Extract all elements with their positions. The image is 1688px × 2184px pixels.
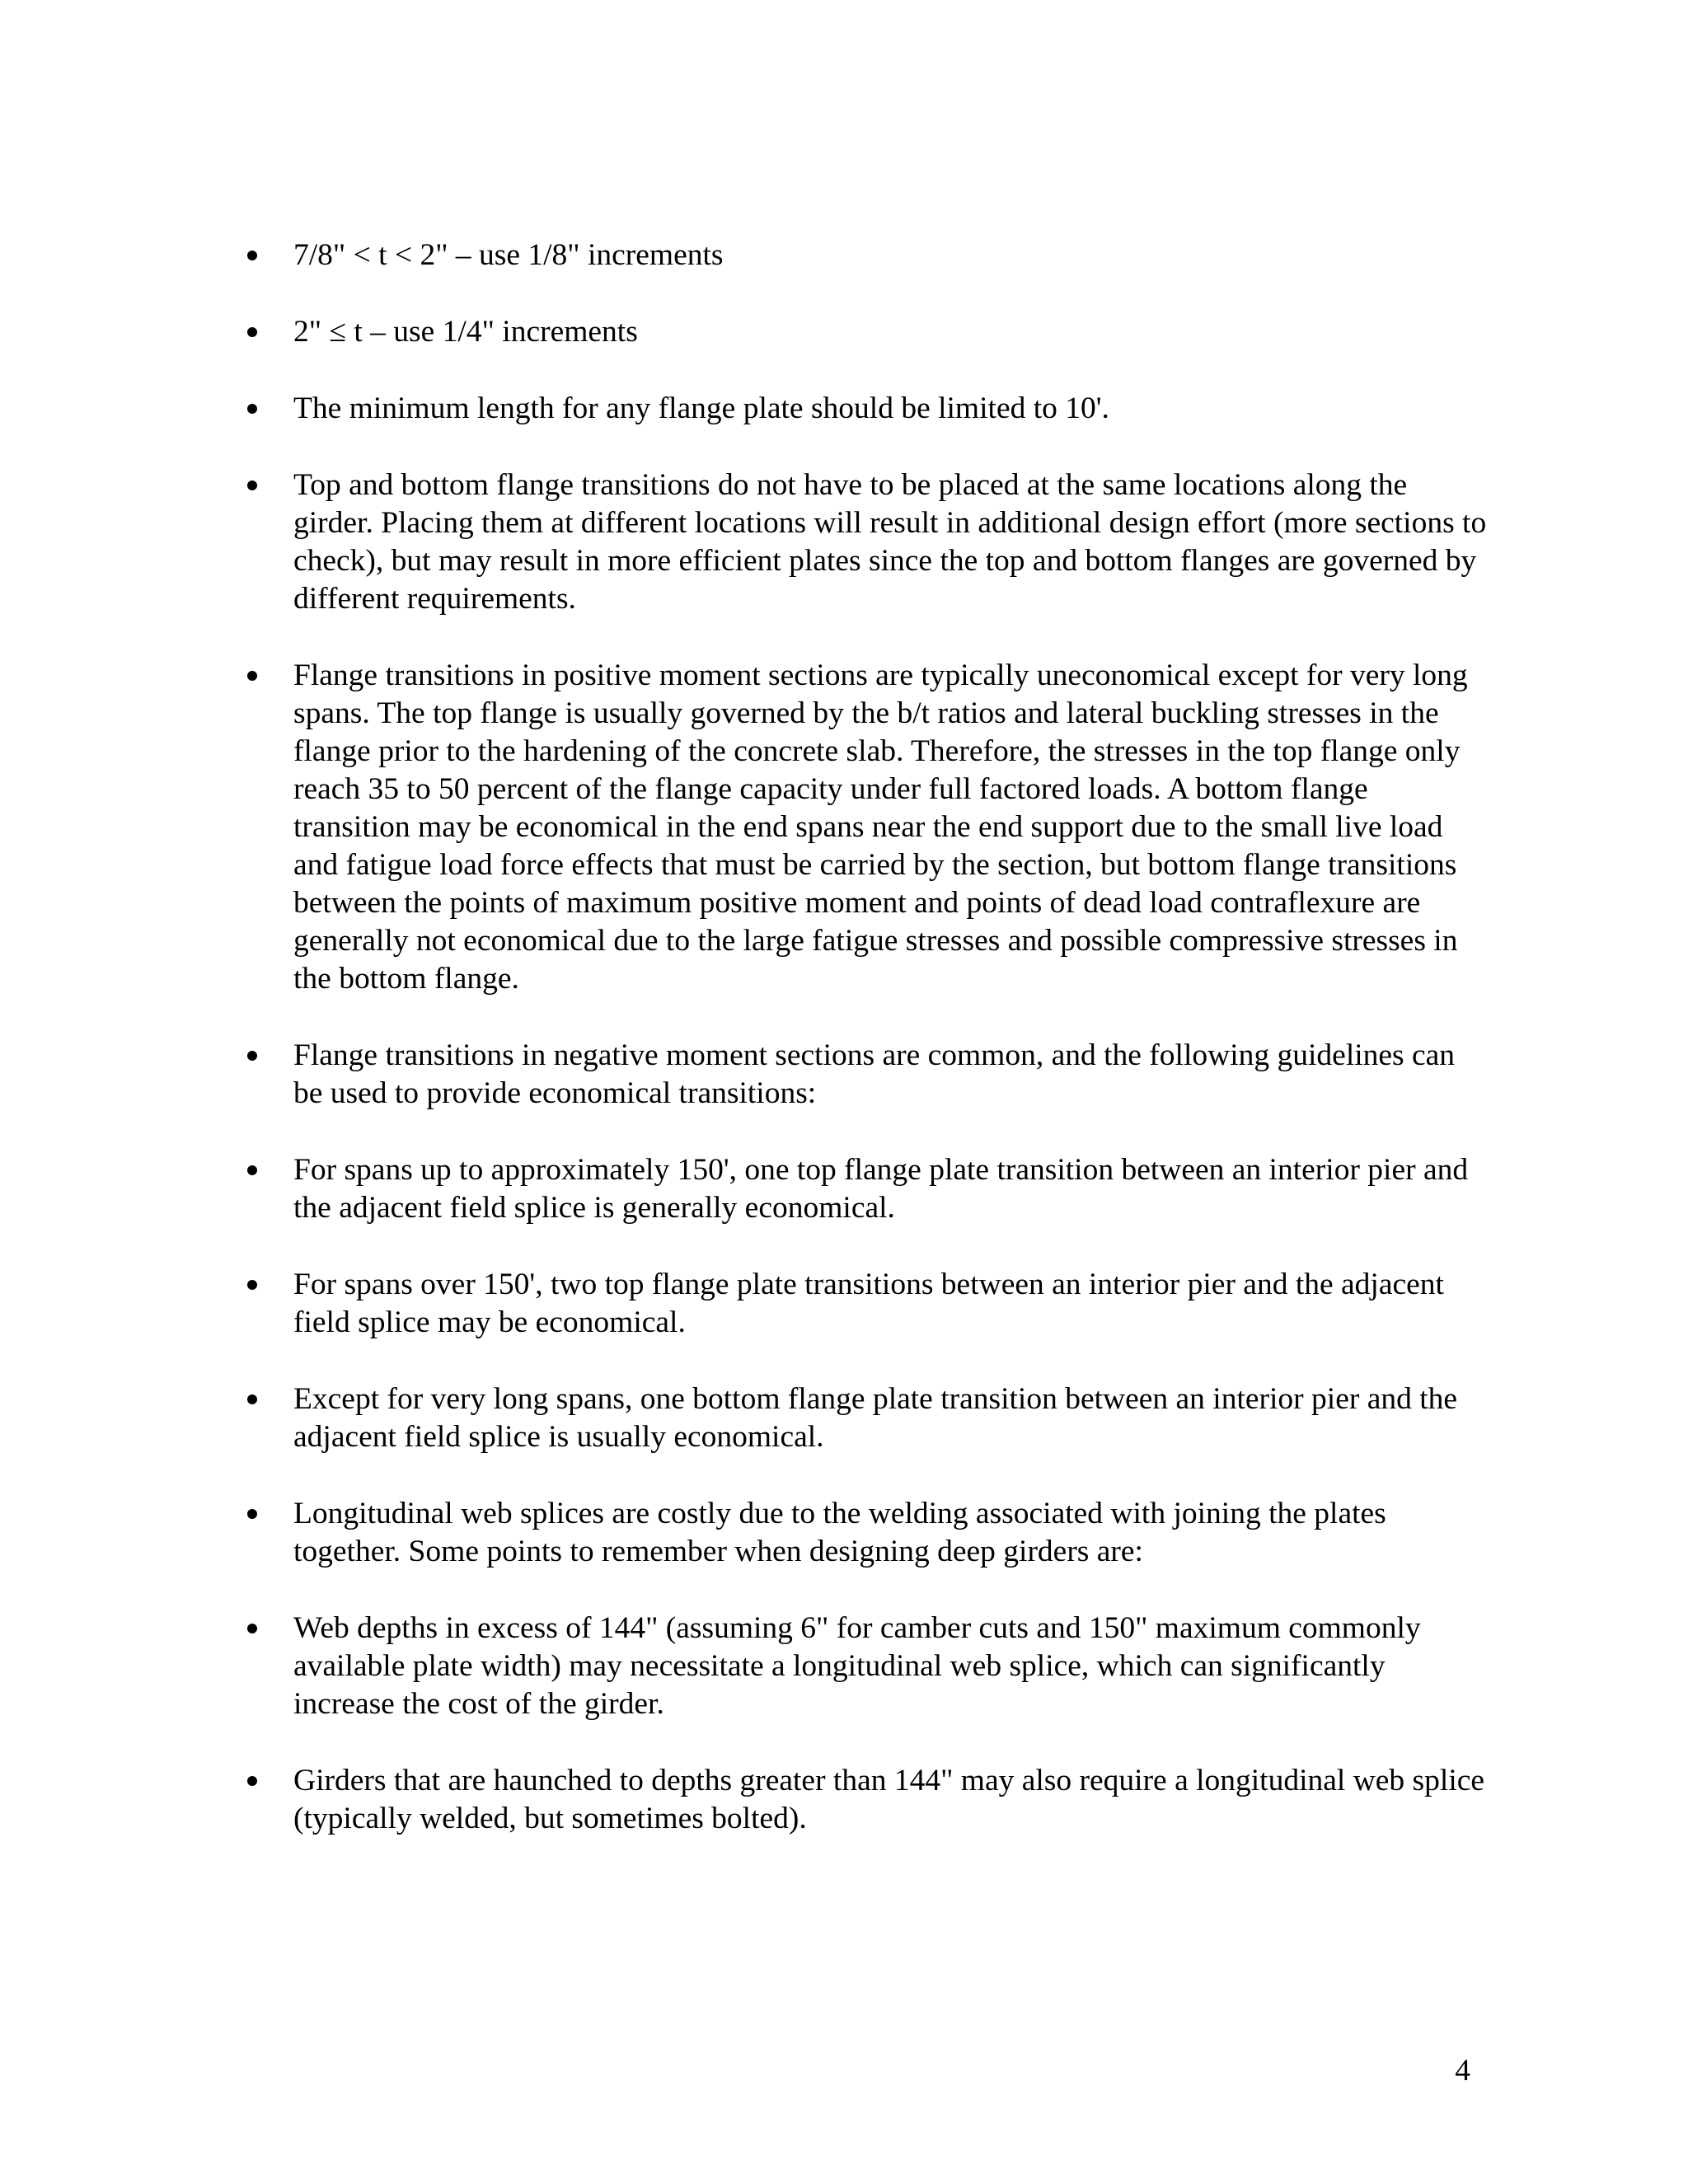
bullet-text: Web depths in excess of 144" (assuming 6" for camber cuts and 150" maximum commonly available plate width) may necessitate a longitudinal web splice, which can significantly increase the cost of the girder. — [293, 1611, 1421, 1721]
list-item — [243, 657, 1488, 998]
bullet-icon — [247, 1280, 257, 1290]
bullet-text: 2" ≤ t – use 1/4" increments — [293, 315, 638, 349]
bullet-icon — [247, 404, 257, 414]
bullet-text: Except for very long spans, one bottom flange plate transition between an interior pier and the adjacent field splice is usually economical. — [293, 1382, 1458, 1454]
bullet-text: Flange transitions in positive moment sections are typically uneconomical except for very long spans. The top flange is usually governed by the b/t ratios and lateral buckling stresses in the flange prior to the hardening of the concrete slab. Therefore, the stresses in the top flange only reach 35 to 50 percent of the flange capacity under full factored loads. A bottom flange transition may be economical in the end spans near the end support due to the small live load and fatigue load force effects that must be carried by the section, but bottom flange transitions between the points of maximum positive moment and points of dead load contraflexure are generally not economical due to the large fatigue stresses and possible compressive stresses in the bottom flange. — [293, 658, 1468, 996]
bullet-icon — [247, 327, 257, 337]
bullet-text: 7/8" < t < 2" – use 1/8" increments — [293, 238, 724, 272]
bullet-text: Girders that are haunched to depths greater than 144" may also require a longitudinal web splice (typically welded, but sometimes bolted). — [293, 1764, 1485, 1835]
list-item — [243, 313, 1488, 351]
bullet-icon — [247, 1776, 257, 1786]
list-item — [243, 1380, 1488, 1456]
bullet-text: Top and bottom flange transitions do not have to be placed at the same locations along the girder. Placing them at different locations will result in additional design effort (more sections to check), but may result in more efficient plates since the top and bottom flanges are governed by different requirements. — [293, 468, 1487, 616]
bullet-icon — [247, 1624, 257, 1633]
bullet-text: The minimum length for any flange plate should be limited to 10'. — [293, 391, 1109, 425]
bullet-list — [243, 237, 1488, 1877]
list-item — [243, 1762, 1488, 1838]
list-item — [243, 390, 1488, 428]
bullet-icon — [247, 671, 257, 681]
bullet-icon — [247, 251, 257, 260]
bullet-icon — [247, 1509, 257, 1519]
list-item — [243, 237, 1488, 274]
list-item — [243, 1266, 1488, 1342]
bullet-icon — [247, 480, 257, 490]
bullet-icon — [247, 1394, 257, 1404]
bullet-icon — [247, 1051, 257, 1061]
bullet-text: For spans over 150', two top flange plate transitions between an interior pier and the adjacent field splice may be economical. — [293, 1268, 1444, 1339]
bullet-icon — [247, 1165, 257, 1175]
list-item — [243, 1495, 1488, 1571]
page-number: 4 — [1455, 2054, 1470, 2088]
list-item — [243, 1610, 1488, 1723]
list-item — [243, 1037, 1488, 1113]
list-item — [243, 1151, 1488, 1227]
bullet-text: Longitudinal web splices are costly due to the welding associated with joining the plates together. Some points to remember when designing deep girders are: — [293, 1497, 1386, 1568]
bullet-text: Flange transitions in negative moment sections are common, and the following guidelines can be used to provide economical transitions: — [293, 1038, 1456, 1110]
bullet-text: For spans up to approximately 150', one top flange plate transition between an interior pier and the adjacent field splice is generally economical. — [293, 1153, 1469, 1225]
list-item — [243, 466, 1488, 618]
